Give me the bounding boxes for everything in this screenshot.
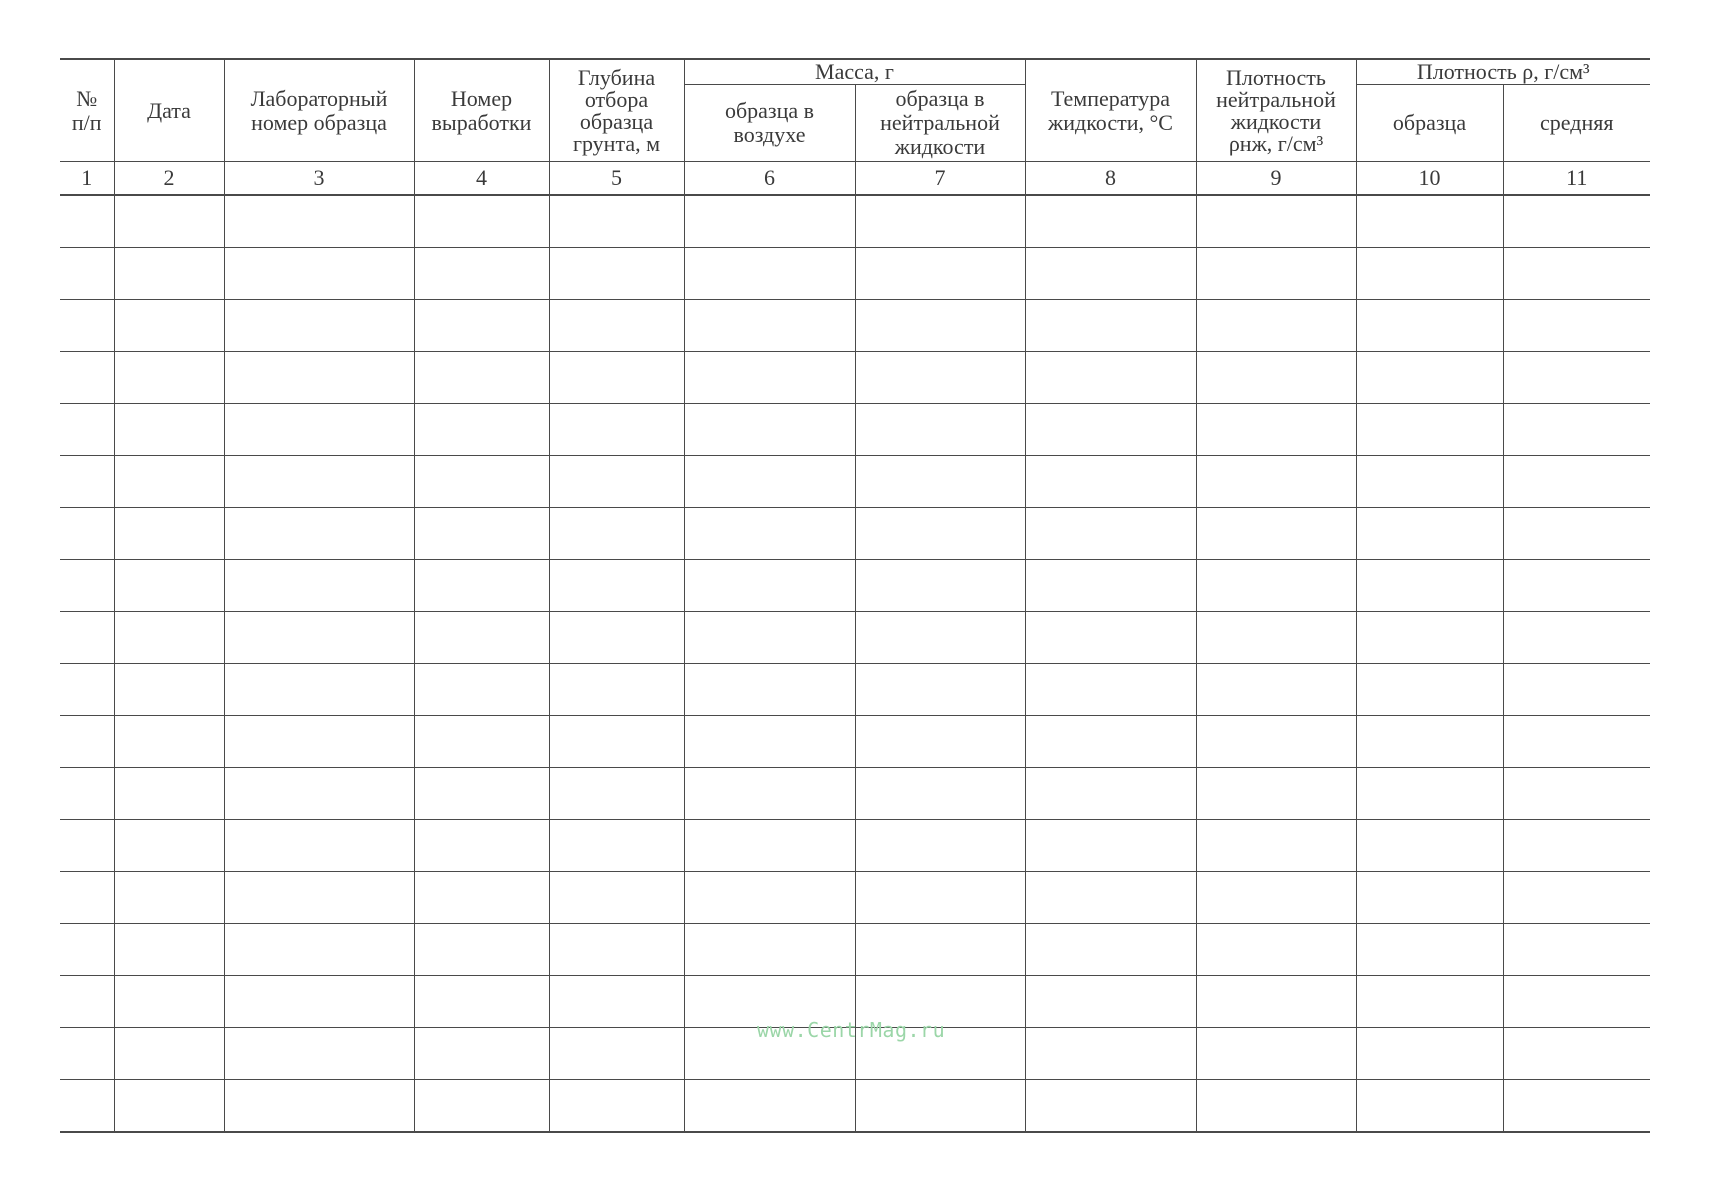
empty-cell [1196,872,1356,924]
empty-cell [1503,924,1650,976]
empty-cell [114,404,224,456]
empty-cell [60,924,114,976]
density-journal-table [60,58,1650,1133]
table-row [60,456,1650,508]
column-number: 2 [114,162,224,196]
empty-cell [1356,872,1503,924]
empty-cell [224,1028,414,1080]
empty-cell [549,612,684,664]
empty-cell [414,560,549,612]
empty-cell [60,612,114,664]
watermark: www.CentrMag.ru [757,1018,946,1042]
empty-cell [1196,612,1356,664]
column-number: 1 [60,162,114,196]
empty-cell [1503,716,1650,768]
column-number: 7 [855,162,1025,196]
empty-cell [1356,924,1503,976]
empty-cell [114,872,224,924]
empty-cell [1196,820,1356,872]
empty-cell [1356,1080,1503,1133]
empty-cell [60,456,114,508]
empty-cell [549,560,684,612]
empty-cell [1196,300,1356,352]
table-body [60,195,1650,1132]
empty-cell [224,404,414,456]
empty-cell [60,716,114,768]
header-mass-in-air: образца в воздухе [684,85,855,162]
empty-cell [855,924,1025,976]
empty-cell [224,976,414,1028]
empty-cell [684,872,855,924]
table-row [60,560,1650,612]
empty-cell [855,352,1025,404]
empty-cell [60,300,114,352]
header-group-mass: Масса, г [684,59,1025,85]
empty-cell [114,195,224,248]
empty-cell [684,612,855,664]
empty-cell [855,664,1025,716]
empty-cell [1356,508,1503,560]
header-row-number: № п/п [60,59,114,162]
column-number: 5 [549,162,684,196]
empty-cell [549,248,684,300]
empty-cell [1025,404,1196,456]
empty-cell [60,352,114,404]
empty-cell [684,404,855,456]
empty-cell [1503,612,1650,664]
empty-cell [684,195,855,248]
header-density-sample: образца [1356,85,1503,162]
empty-cell [549,1028,684,1080]
empty-cell [1503,404,1650,456]
empty-cell [1025,664,1196,716]
empty-cell [1025,872,1196,924]
empty-cell [224,768,414,820]
empty-cell [1025,300,1196,352]
empty-cell [414,456,549,508]
empty-cell [684,716,855,768]
empty-cell [114,820,224,872]
empty-cell [60,1028,114,1080]
table-header [60,59,1650,195]
empty-cell [1503,456,1650,508]
empty-cell [60,1080,114,1133]
header-group-density: Плотность ρ, г/см³ [1356,59,1650,85]
empty-cell [684,300,855,352]
empty-cell [1356,195,1503,248]
empty-cell [1196,508,1356,560]
empty-cell [855,248,1025,300]
empty-cell [684,664,855,716]
empty-cell [855,872,1025,924]
empty-cell [1356,248,1503,300]
table-row [60,768,1650,820]
empty-cell [1196,1028,1356,1080]
column-number: 4 [414,162,549,196]
empty-cell [1196,768,1356,820]
table-row [60,508,1650,560]
header-date: Дата [114,59,224,162]
column-number: 10 [1356,162,1503,196]
empty-cell [855,404,1025,456]
empty-cell [114,352,224,404]
empty-cell [414,195,549,248]
empty-cell [1025,768,1196,820]
empty-cell [549,976,684,1028]
empty-cell [1025,612,1196,664]
empty-cell [114,1028,224,1080]
empty-cell [549,664,684,716]
empty-cell [60,195,114,248]
header-density-average: средняя [1503,85,1650,162]
empty-cell [60,872,114,924]
table-row [60,1080,1650,1133]
empty-cell [414,404,549,456]
empty-cell [114,664,224,716]
empty-cell [1025,1028,1196,1080]
empty-cell [1356,612,1503,664]
empty-cell [114,976,224,1028]
header-neutral-liquid-density: Плотность нейтральной жидкости ρнж, г/см³ [1196,59,1356,162]
table-row [60,248,1650,300]
empty-cell [224,820,414,872]
empty-cell [1503,300,1650,352]
empty-cell [60,248,114,300]
empty-cell [414,664,549,716]
empty-cell [60,404,114,456]
empty-cell [414,248,549,300]
empty-cell [60,768,114,820]
empty-cell [549,924,684,976]
empty-cell [1025,1080,1196,1133]
empty-cell [1196,716,1356,768]
empty-cell [224,664,414,716]
column-number: 9 [1196,162,1356,196]
empty-cell [114,768,224,820]
empty-cell [1356,404,1503,456]
empty-cell [60,976,114,1028]
header-sampling-depth: Глубина отбора образца грунта, м [549,59,684,162]
empty-cell [1196,404,1356,456]
empty-cell [1196,456,1356,508]
empty-cell [549,352,684,404]
empty-cell [1025,716,1196,768]
empty-cell [1025,248,1196,300]
empty-cell [1196,1080,1356,1133]
empty-cell [1356,560,1503,612]
empty-cell [855,768,1025,820]
empty-cell [1025,560,1196,612]
empty-cell [224,352,414,404]
empty-cell [855,195,1025,248]
empty-cell [114,716,224,768]
empty-cell [114,508,224,560]
empty-cell [414,1028,549,1080]
empty-cell [684,456,855,508]
column-number: 3 [224,162,414,196]
empty-cell [1025,352,1196,404]
empty-cell [1025,820,1196,872]
empty-cell [414,612,549,664]
empty-cell [855,716,1025,768]
empty-cell [684,820,855,872]
table-row [60,664,1650,716]
empty-cell [855,612,1025,664]
empty-cell [549,404,684,456]
header-mass-in-liquid: образца в нейтральной жидкости [855,85,1025,162]
empty-cell [414,716,549,768]
empty-cell [1503,820,1650,872]
empty-cell [414,976,549,1028]
empty-cell [224,508,414,560]
empty-cell [414,508,549,560]
empty-cell [114,612,224,664]
empty-cell [549,1080,684,1133]
column-number: 11 [1503,162,1650,196]
empty-cell [60,664,114,716]
empty-cell [549,768,684,820]
empty-cell [60,820,114,872]
empty-cell [549,716,684,768]
empty-cell [684,508,855,560]
empty-cell [1196,352,1356,404]
empty-cell [114,1080,224,1133]
empty-cell [1503,872,1650,924]
empty-cell [414,300,549,352]
empty-cell [414,924,549,976]
empty-cell [224,612,414,664]
empty-cell [1503,664,1650,716]
empty-cell [60,508,114,560]
table-row [60,716,1650,768]
header-lab-sample-number: Лабораторный номер образца [224,59,414,162]
empty-cell [684,768,855,820]
empty-cell [855,820,1025,872]
journal-sheet [60,58,1650,1133]
column-number: 8 [1025,162,1196,196]
empty-cell [414,352,549,404]
empty-cell [114,300,224,352]
empty-cell [224,560,414,612]
empty-cell [1025,924,1196,976]
empty-cell [855,560,1025,612]
empty-cell [1503,508,1650,560]
column-number: 6 [684,162,855,196]
empty-cell [114,456,224,508]
empty-cell [60,560,114,612]
empty-cell [684,924,855,976]
empty-cell [684,560,855,612]
empty-cell [224,300,414,352]
empty-cell [1025,456,1196,508]
empty-cell [414,768,549,820]
empty-cell [1196,248,1356,300]
empty-cell [1356,456,1503,508]
empty-cell [549,300,684,352]
empty-cell [1025,508,1196,560]
empty-cell [1503,352,1650,404]
empty-cell [855,1080,1025,1133]
empty-cell [855,508,1025,560]
empty-cell [684,352,855,404]
empty-cell [224,1080,414,1133]
table-row [60,612,1650,664]
empty-cell [549,195,684,248]
empty-cell [1503,560,1650,612]
empty-cell [1356,976,1503,1028]
empty-cell [414,820,549,872]
empty-cell [1196,976,1356,1028]
empty-cell [114,248,224,300]
empty-cell [414,872,549,924]
empty-cell [1503,1028,1650,1080]
table-row [60,195,1650,248]
empty-cell [114,924,224,976]
empty-cell [224,195,414,248]
empty-cell [1503,195,1650,248]
table-row [60,820,1650,872]
table-row [60,300,1650,352]
empty-cell [1356,716,1503,768]
empty-cell [1196,924,1356,976]
empty-cell [1025,976,1196,1028]
empty-cell [855,456,1025,508]
table-row [60,924,1650,976]
empty-cell [1025,195,1196,248]
empty-cell [684,248,855,300]
empty-cell [1356,1028,1503,1080]
table-row [60,404,1650,456]
empty-cell [549,820,684,872]
empty-cell [224,924,414,976]
empty-cell [1356,352,1503,404]
empty-cell [1196,560,1356,612]
empty-cell [1503,768,1650,820]
empty-cell [549,508,684,560]
empty-cell [1196,195,1356,248]
table-row [60,352,1650,404]
empty-cell [224,872,414,924]
empty-cell [1356,820,1503,872]
empty-cell [549,456,684,508]
empty-cell [1356,664,1503,716]
empty-cell [1503,976,1650,1028]
empty-cell [114,560,224,612]
header-liquid-temperature: Температура жидкости, °С [1025,59,1196,162]
empty-cell [684,1080,855,1133]
table-row [60,872,1650,924]
empty-cell [224,248,414,300]
column-number-row [60,162,1650,196]
empty-cell [1503,1080,1650,1133]
header-excavation-number: Номер выработки [414,59,549,162]
empty-cell [1356,300,1503,352]
empty-cell [1356,768,1503,820]
empty-cell [224,456,414,508]
empty-cell [414,1080,549,1133]
empty-cell [1196,664,1356,716]
empty-cell [855,300,1025,352]
empty-cell [549,872,684,924]
empty-cell [1503,248,1650,300]
empty-cell [224,716,414,768]
